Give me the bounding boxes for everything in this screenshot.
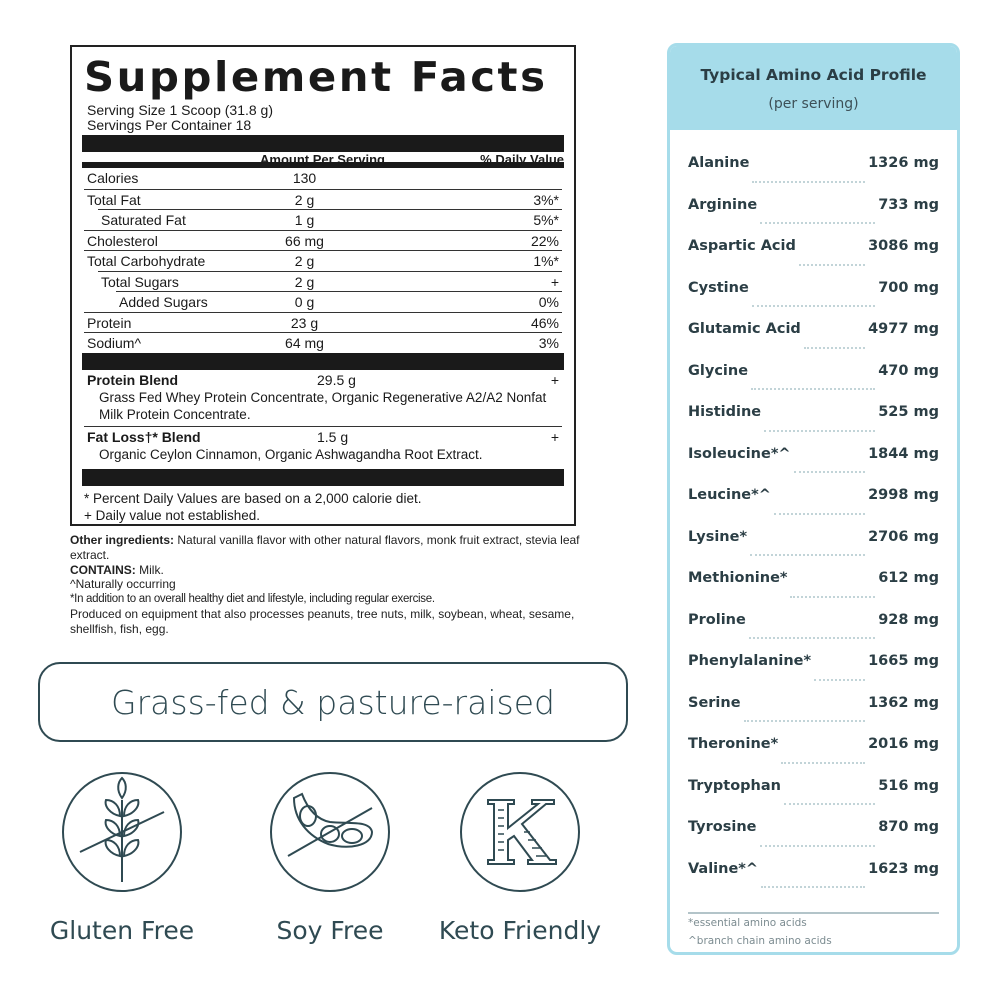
amino-row [688,321,939,363]
dot-leader [799,264,865,266]
amino-row [688,529,939,571]
amino-row [688,404,939,446]
amino-row [688,446,939,488]
dot-leader [781,762,865,764]
nutrient-amount: 64 mg [285,335,324,351]
amino-header [670,46,957,130]
contains-text: Milk. [135,562,164,577]
amino-name: Leucine*^ [688,487,771,503]
gluten-free-badge [22,770,222,945]
amino-row [688,155,939,197]
amino-row [688,612,939,654]
amino-row [688,280,939,322]
dot-leader [744,720,866,722]
blend-dv: + [550,371,559,388]
nutrient-dv: 22% [530,232,559,249]
nutrient-name: Calories [87,170,139,186]
nutrient-dv [559,168,562,189]
amino-value: 612 mg [878,570,939,586]
amino-row [688,736,939,778]
amino-value: 525 mg [878,404,939,420]
dot-leader [764,430,875,432]
diet-note: *In addition to an overall healthy diet and lifestyle, including regular exercise. [70,593,435,606]
nutrient-amount: 2 g [294,273,315,290]
badge-label: Soy Free [276,916,384,945]
amino-row [688,197,939,239]
amino-value: 1623 mg [868,860,939,877]
blend-dv: + [550,428,559,445]
nutrient-row [98,271,562,292]
blend-row [84,426,562,463]
amino-rows [670,155,957,902]
amino-row [688,570,939,612]
footnote-daily-values: * Percent Daily Values are based on a 2,000 calorie diet. [84,490,422,506]
amino-value: 2016 mg [868,736,939,752]
footnotes [84,486,562,524]
nutrient-name: Sodium^ [87,335,142,351]
contains-label: CONTAINS: [70,562,136,577]
dv-header: % Daily Value [480,152,564,167]
amino-value: 1665 mg [868,653,939,669]
serving-size: Serving Size 1 Scoop (31.8 g) [87,102,273,118]
facts-title: Supplement Facts [84,53,548,101]
amino-row [688,487,939,529]
nutrient-row [98,209,562,230]
blend-row [84,370,562,423]
amino-name: Histidine [688,404,762,420]
dot-leader [752,305,875,307]
dot-leader [760,845,876,847]
badge-label: Keto Friendly [438,916,602,945]
nutrient-name: Saturated Fat [101,212,186,228]
amino-value: 3086 mg [868,238,939,254]
amino-value: 4977 mg [868,321,939,337]
nutrient-dv: 1%* [533,253,559,269]
ingredients-text: Natural vanilla flavor with other natural flavors, monk fruit extract, stevia leaf extract. [70,533,580,562]
soy-free-badge [230,770,430,945]
dot-leader [774,513,865,515]
dot-leader [784,803,875,805]
amino-value: 733 mg [878,196,939,213]
amino-name: Glutamic Acid [688,321,801,337]
amino-title: Typical Amino Acid Profile [700,66,927,84]
ingredients-label: Other ingredients: [70,533,175,547]
amino-row [688,778,939,820]
dot-leader [814,679,865,681]
allergen-equipment-note: Produced on equipment that also processes peanuts, tree nuts, milk, soybean, wheat, sesame, shellfish, fish, egg. [70,606,575,636]
amino-row [688,238,939,280]
nutrient-row [84,250,562,271]
dot-leader [761,886,865,888]
blend-ingredients: Grass Fed Whey Protein Concentrate, Organic Regenerative A2/A2 Nonfat Milk Protein Concentrate. [99,389,547,422]
bcaa-note: ^branch chain amino acids [688,935,832,947]
nutrient-dv: 0% [538,294,559,310]
nutrient-dv: 5%* [533,212,559,228]
nutrient-row [84,168,562,189]
nutrient-row [84,332,562,353]
grass-fed-banner: Grass-fed & pasture-raised [38,662,628,742]
dot-leader [794,471,866,473]
blend-amount: 29.5 g [317,371,356,388]
amino-name: Serine [688,694,741,711]
amino-name: Phenylalanine* [688,653,812,669]
amino-row [688,695,939,737]
amino-name: Aspartic Acid [688,238,796,254]
amino-name: Glycine [688,362,749,379]
wheat-crossed-icon [60,770,184,894]
amino-row [688,861,939,903]
nutrient-dv: 3% [538,335,559,351]
amino-name: Proline [688,611,746,628]
nutrient-amount: 130 [292,170,317,186]
essential-note: *essential amino acids [688,917,807,929]
supplement-facts-panel [70,45,576,526]
dot-leader [749,637,875,639]
amino-acid-profile-panel [667,43,960,955]
dot-leader [790,596,875,598]
amino-name: Lysine* [688,528,748,545]
nutrient-rows [84,168,562,353]
nutrient-dv: 46% [530,314,559,331]
blend-name: Fat Loss†* Blend [87,428,201,445]
dot-leader [760,222,875,224]
amino-value: 516 mg [878,777,939,794]
nutrient-name: Total Carbohydrate [87,253,206,269]
nutrient-amount: 66 mg [285,232,324,249]
nutrient-amount: 23 g [290,314,319,331]
amino-name: Arginine [688,196,758,213]
amino-value: 1844 mg [868,445,939,462]
amount-header: Amount Per Serving [260,152,385,167]
amino-value: 2998 mg [868,487,939,503]
amino-row [688,363,939,405]
naturally-occurring-note: ^Naturally occurring [70,577,176,592]
nutrient-name: Total Fat [87,191,141,208]
amino-value: 470 mg [878,362,939,379]
divider-bar [82,135,564,152]
nutrient-amount: 2 g [294,253,315,269]
keto-k-icon [458,770,582,894]
divider-bar [82,469,564,486]
nutrient-row [84,189,562,210]
nutrient-dv: + [550,273,559,290]
amino-value: 1326 mg [868,155,939,171]
amino-name: Theronine* [688,736,779,752]
blend-name: Protein Blend [87,371,179,388]
amino-value: 1362 mg [868,694,939,711]
nutrient-amount: 2 g [294,191,315,208]
nutrient-row [116,291,562,312]
amino-name: Isoleucine*^ [688,445,791,462]
amino-name: Valine*^ [688,860,759,877]
amino-value: 870 mg [878,819,939,835]
nutrient-row [84,312,562,333]
dot-leader [750,554,865,556]
amino-row [688,819,939,861]
soybean-crossed-icon [268,770,392,894]
nutrient-amount: 1 g [294,212,315,228]
amino-name: Methionine* [688,570,788,586]
other-ingredients [70,533,590,637]
nutrient-row [84,230,562,251]
dot-leader [752,181,865,183]
blend-amount: 1.5 g [317,428,349,445]
amino-name: Cystine [688,279,749,296]
nutrient-amount: 0 g [294,294,315,310]
dot-leader [751,388,875,390]
nutrient-name: Protein [87,314,132,331]
amino-subtitle: (per serving) [768,96,859,112]
amino-row [688,653,939,695]
blend-rows [84,370,562,463]
servings-per-container: Servings Per Container 18 [87,117,252,133]
divider-bar [82,353,564,370]
nutrient-name: Total Sugars [101,273,179,290]
nutrient-name: Cholesterol [87,232,158,249]
amino-name: Alanine [688,155,750,171]
amino-name: Tyrosine [688,819,757,835]
amino-name: Tryptophan [688,777,781,794]
amino-value: 700 mg [878,279,939,296]
amino-value: 2706 mg [868,528,939,545]
badge-label: Gluten Free [49,916,195,945]
amino-value: 928 mg [878,611,939,628]
blend-ingredients: Organic Ceylon Cinnamon, Organic Ashwagandha Root Extract. [99,446,483,462]
footnote-not-established: + Daily value not established. [84,507,260,523]
nutrient-dv: 3%* [533,191,559,208]
keto-friendly-badge [420,770,620,945]
nutrient-name: Added Sugars [119,294,208,310]
dot-leader [804,347,865,349]
facts-header [82,152,564,168]
